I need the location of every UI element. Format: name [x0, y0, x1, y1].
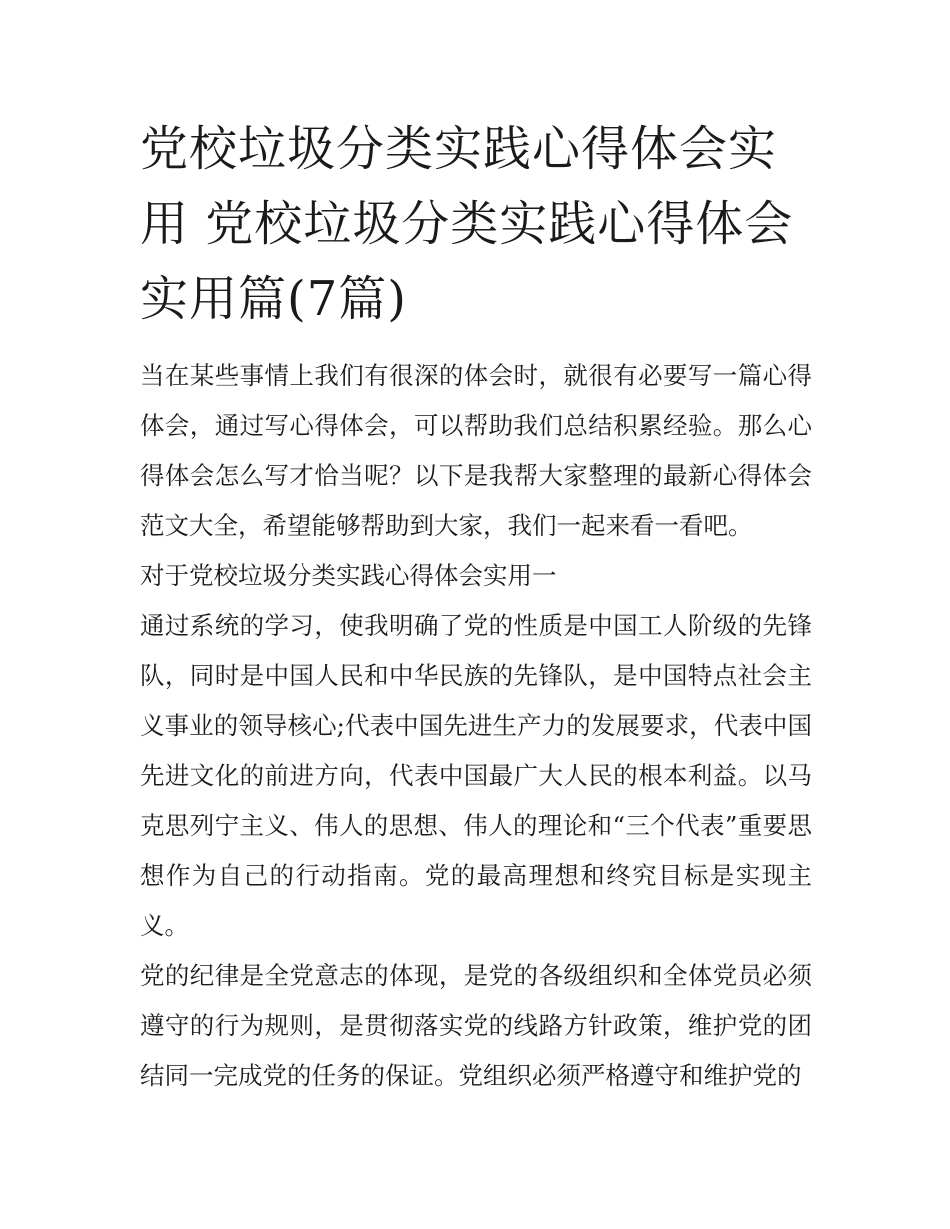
body-paragraph-2: 党的纪律是全党意志的体现，是党的各级组织和全体党员必须遵守的行为规则，是贯彻落实党的线路方针政策，维护党的团结同一完成党的任务的保证。党组织必须严格遵守和维护党的 — [140, 961, 812, 1090]
body-paragraph-1: 通过系统的学习，使我明确了党的性质是中国工人阶级的先锋队，同时是中国人民和中华民族的先锋队，是中国特点社会主义事业的领导核心;代表中国先进生产力的发展要求，代表中国先进文化的前进方向，代表中国最广大人民的根本利益。以马克思列宁主义、伟人的思想、伟人的理论和“三个代表”重要思想作为自己的行动指南。党的最高理想和终究目标是实现主义。 — [140, 611, 812, 940]
document-page — [140, 112, 812, 1101]
document-title: 党校垃圾分类实践心得体会实用 党校垃圾分类实践心得体会实用篇(7篇) — [140, 121, 794, 327]
section-heading: 对于党校垃圾分类实践心得体会实用一 — [140, 561, 557, 590]
document-body — [140, 351, 812, 1101]
intro-paragraph: 当在某些事情上我们有很深的体会时，就很有必要写一篇心得体会，通过写心得体会，可以帮助我们总结积累经验。那么心得体会怎么写才恰当呢？以下是我帮大家整理的最新心得体会范文大全，希望能够帮助到大家，我们一起来看一看吧。 — [140, 361, 812, 540]
